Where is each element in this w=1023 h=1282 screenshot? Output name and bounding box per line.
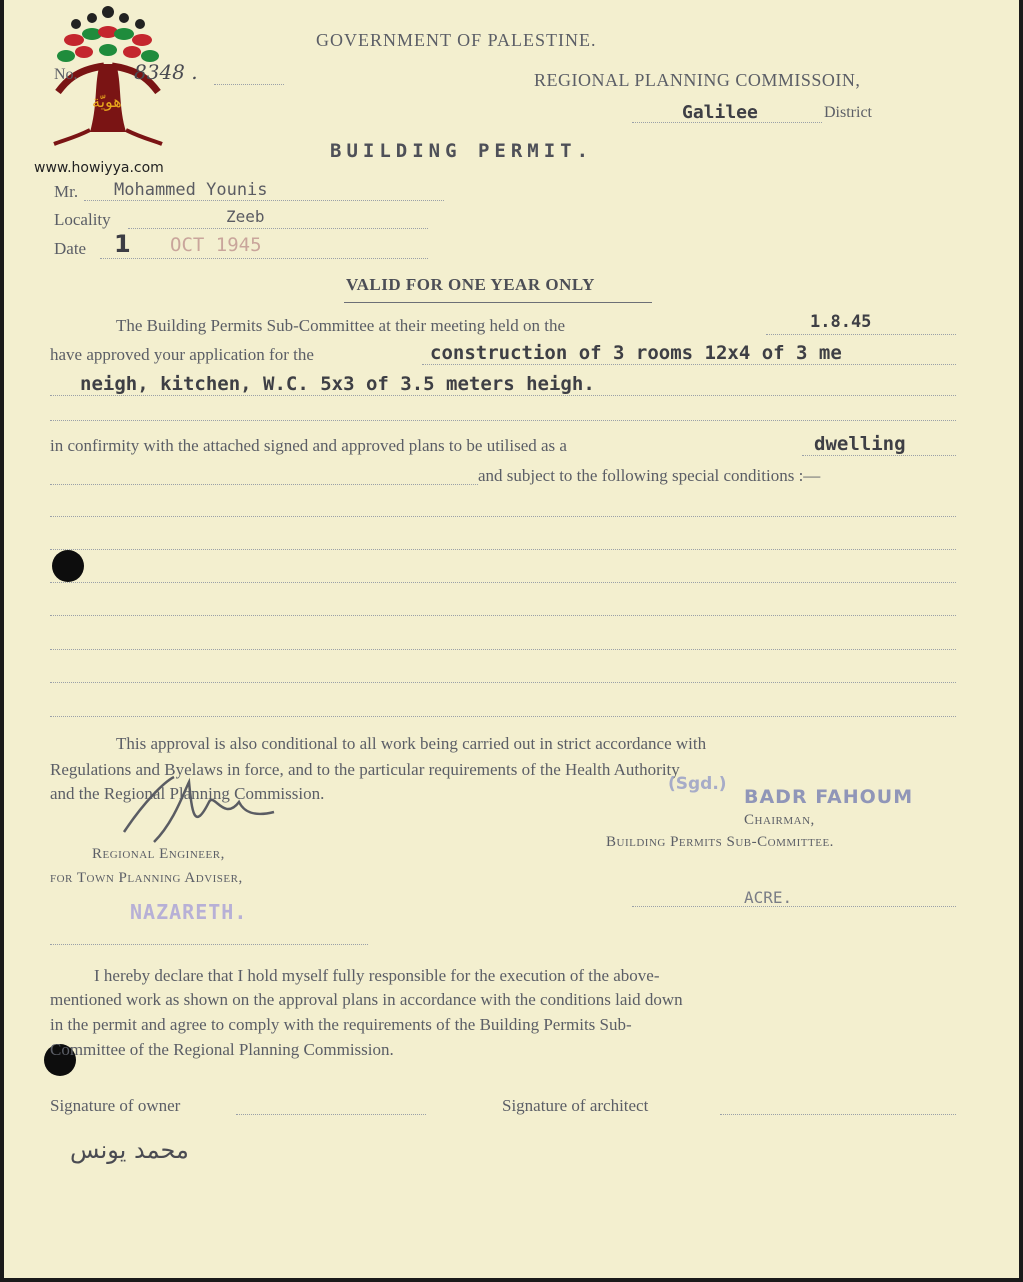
adviser-title: for Town Planning Adviser, xyxy=(50,870,243,886)
commission-heading: REGIONAL PLANNING COMMISSOIN, xyxy=(534,70,861,90)
architect-dotted-line xyxy=(720,1114,956,1115)
approval-line-3: and the Regional Planning Commission. xyxy=(50,784,325,803)
use-dotted-line xyxy=(802,455,956,456)
approval-line-1: This approval is also conditional to all work being carried out in strict accordance with xyxy=(116,734,707,753)
name-dotted-line xyxy=(84,200,444,201)
approved-text: have approved your application for the xyxy=(50,345,314,364)
conformity-text: in confirmity with the attached signed and approved plans to be utilised as a xyxy=(50,436,567,455)
engineer-signature-mark xyxy=(114,772,314,852)
declaration-line-2: mentioned work as shown on the approval plans in accordance with the conditions laid down xyxy=(50,990,683,1009)
locality-label: Locality xyxy=(54,210,111,229)
applicant-name: Mohammed Younis xyxy=(114,180,268,200)
condition-line-5 xyxy=(50,649,956,650)
work-description-line-2: neigh, kitchen, W.C. 5x3 of 3.5 meters heigh. xyxy=(80,373,595,395)
conditions-text: and subject to the following special conditions :— xyxy=(478,466,821,485)
place-dotted-line xyxy=(632,906,956,907)
owner-signature-label: Signature of owner xyxy=(50,1096,181,1115)
blank-dotted-line-1 xyxy=(50,420,956,421)
approval-line-2: Regulations and Byelaws in force, and to the particular requirements of the Health Authority xyxy=(50,760,680,779)
district-value: Galilee xyxy=(682,102,758,123)
number-prefix: No. xyxy=(54,66,78,83)
committee-title: Building Permits Sub-Committee. xyxy=(606,834,834,850)
government-heading: GOVERNMENT OF PALESTINE. xyxy=(316,30,597,50)
validity-underline xyxy=(344,302,652,303)
chairman-name-stamp: BADR FAHOUM xyxy=(744,786,914,808)
condition-line-7 xyxy=(50,716,956,717)
date-dotted-line xyxy=(100,258,428,259)
condition-line-3 xyxy=(50,582,956,583)
declaration-line-4: Committee of the Regional Planning Commission. xyxy=(50,1040,394,1059)
condition-line-6 xyxy=(50,682,956,683)
punch-hole-upper xyxy=(52,550,84,582)
work-description-line-1: construction of 3 rooms 12x4 of 3 me xyxy=(430,342,842,364)
date-day: 1 xyxy=(114,230,131,258)
howiyya-logo xyxy=(34,4,199,176)
meeting-text: The Building Permits Sub-Committee at their meeting held on the xyxy=(116,316,566,335)
locality-value: Zeeb xyxy=(226,207,265,226)
engineer-title: Regional Engineer, xyxy=(92,846,225,862)
declaration-line-1: I hereby declare that I hold myself fully responsible for the execution of the above- xyxy=(94,966,660,985)
permit-document xyxy=(4,0,1019,1278)
condition-line-1 xyxy=(50,516,956,517)
declaration-line-3: in the permit and agree to comply with the requirements of the Building Permits Sub- xyxy=(50,1015,632,1034)
architect-signature-label: Signature of architect xyxy=(502,1096,649,1115)
owner-dotted-line xyxy=(236,1114,426,1115)
engineer-stamp: NAZARETH. xyxy=(130,900,248,924)
work-dotted-line-1 xyxy=(422,364,956,365)
tree-logo-icon xyxy=(34,4,199,164)
logo-brand-script: هويّة xyxy=(92,92,122,111)
number-dotted-line xyxy=(214,84,284,85)
district-label: District xyxy=(824,104,872,121)
chairman-title: Chairman, xyxy=(744,812,815,828)
date-label: Date xyxy=(54,239,87,258)
engineer-dotted-line xyxy=(50,944,368,945)
place-acre: ACRE. xyxy=(744,888,793,907)
work-dotted-line-2 xyxy=(50,395,956,396)
conditions-dotted-line xyxy=(50,484,478,485)
owner-arabic-signature: محمد يونس xyxy=(70,1136,189,1164)
condition-line-2 xyxy=(50,549,956,550)
validity-notice: VALID FOR ONE YEAR ONLY xyxy=(346,275,595,294)
building-use: dwelling xyxy=(814,433,906,455)
mr-label: Mr. xyxy=(54,182,79,201)
document-title: BUILDING PERMIT. xyxy=(330,140,594,162)
logo-website-text: www.howiyya.com xyxy=(34,160,164,176)
sgd-stamp: (Sgd.) xyxy=(668,774,727,794)
meeting-dotted-line xyxy=(766,334,956,335)
condition-line-4 xyxy=(50,615,956,616)
locality-dotted-line xyxy=(128,228,428,229)
permit-number: 8348 . xyxy=(134,60,198,84)
date-stamp: OCT 1945 xyxy=(170,234,262,256)
meeting-date: 1.8.45 xyxy=(810,312,872,332)
